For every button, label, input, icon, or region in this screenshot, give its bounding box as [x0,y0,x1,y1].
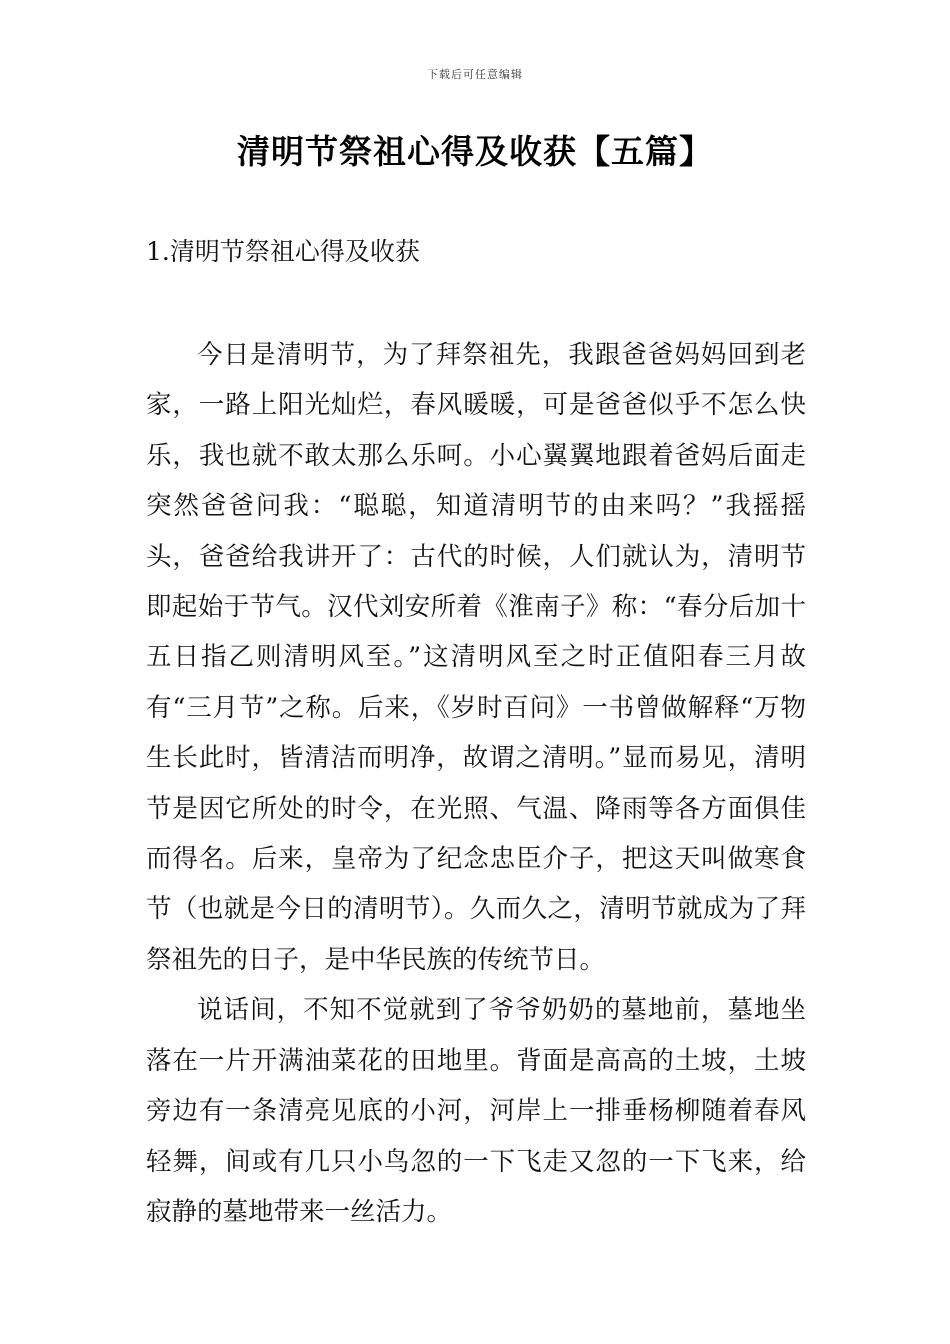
article-body [146,330,806,1237]
section-heading: 1.清明节祭祖心得及收获 [146,237,420,266]
document-title: 清明节祭祖心得及收获【五篇】 [237,132,713,171]
page-header-note: 下载后可任意编辑 [427,68,523,81]
paragraph: 今日是清明节，为了拜祭祖先，我跟爸爸妈妈回到老家，一路上阳光灿烂，春风暖暖，可是爸爸似乎不怎么快乐，我也就不敢太那么乐呵。小心翼翼地跟着爸妈后面走突然爸爸问我：“聪聪，知道清明节的由来吗？”我摇摇头，爸爸给我讲开了：古代的时候，人们就认为，清明节即起始于节气。汉代刘安所着《淮南子》称：“春分后加十五日指乙则清明风至。”这清明风至之时正值阳春三月故有“三月节”之称。后来，《岁时百问》一书曾做解释“万物生长此时，皆清洁而明净，故谓之清明。”显而易见，清明节是因它所处的时令，在光照、气温、降雨等各方面俱佳而得名。后来，皇帝为了纪念忠臣介子，把这天叫做寒食节（也就是今日的清明节）。久而久之，清明节就成为了拜祭祖先的日子，是中华民族的传统节日。 [146,340,806,975]
paragraph: 说话间，不知不觉就到了爷爷奶奶的墓地前，墓地坐落在一片开满油菜花的田地里。背面是高高的土坡，土坡旁边有一条清亮见底的小河，河岸上一排垂杨柳随着春风轻舞，间或有几只小鸟忽的一下飞走又忽的一下飞来，给寂静的墓地带来一丝活力。 [146,995,806,1227]
